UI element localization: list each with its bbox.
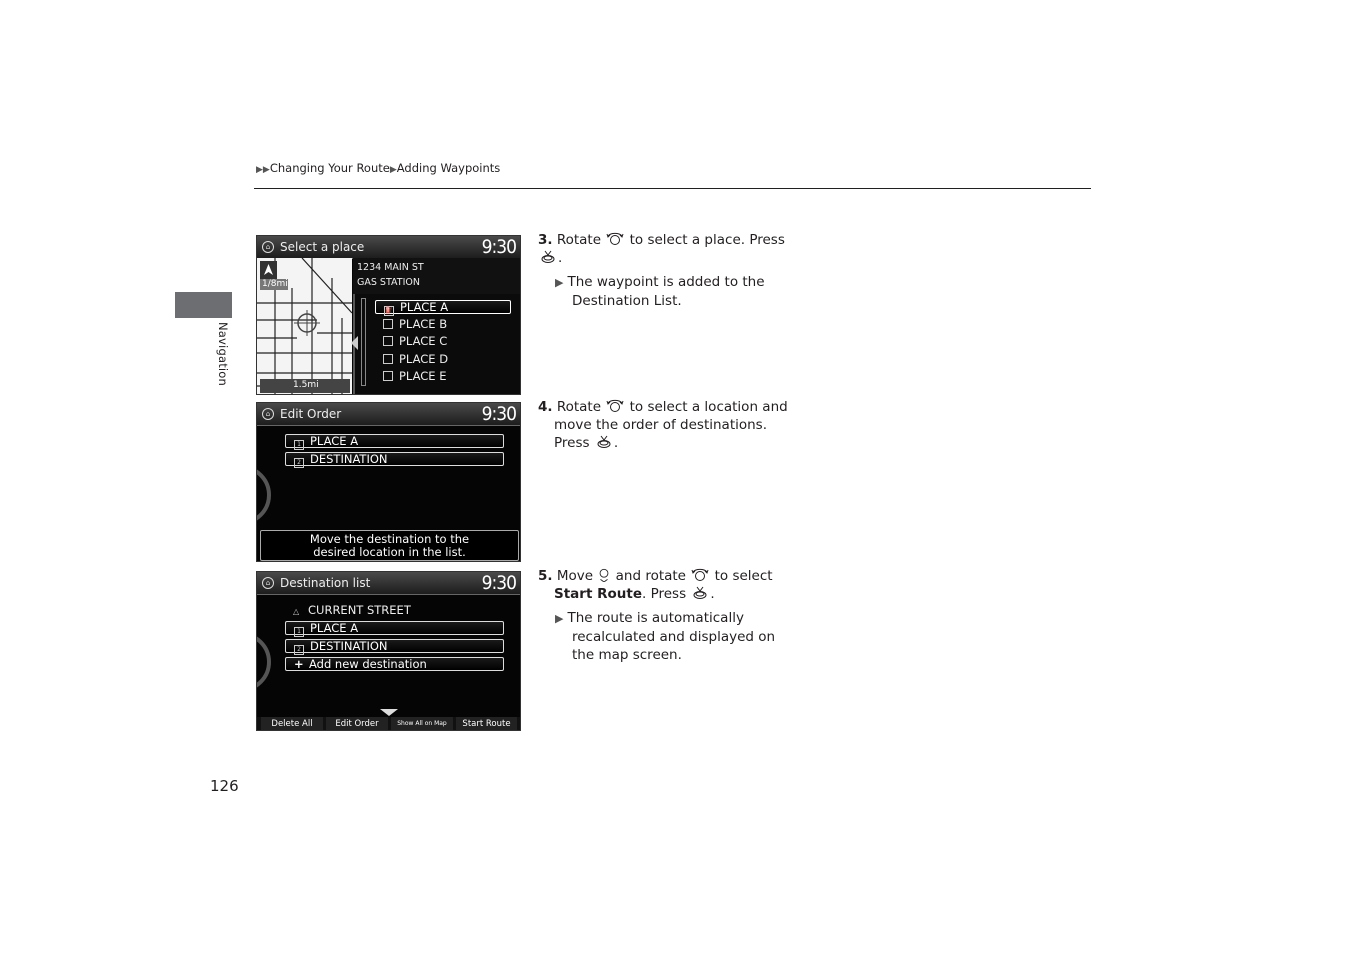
list-scrollbar[interactable] <box>361 298 366 386</box>
screen-title: Select a place <box>280 240 365 254</box>
list-item-place-d[interactable]: PLACE D <box>375 353 509 365</box>
edit-order-button[interactable]: Edit Order <box>326 717 388 731</box>
result-line: The route is automatically <box>567 610 744 626</box>
screen-edit-order <box>256 402 521 562</box>
section-tab <box>175 292 232 318</box>
message-line2: desired location in the list. <box>313 545 466 559</box>
result-arrow-icon: ▶ <box>555 276 564 289</box>
result-arrow-icon: ▶ <box>555 612 564 625</box>
move-joystick-icon <box>597 568 611 582</box>
list-item-place-e[interactable]: PLACE E <box>375 370 509 382</box>
section-label: Navigation <box>216 322 230 387</box>
screen-header <box>257 403 520 426</box>
waypoint-flag-icon: 1 <box>294 440 304 450</box>
breadcrumb <box>256 161 500 175</box>
step-text: Move <box>556 568 594 584</box>
address-line2: GAS STATION <box>357 277 420 288</box>
fuel-pump-icon <box>383 336 393 346</box>
screen-clock: 9:30 <box>481 403 516 425</box>
step-3: 3. Rotate to select a place. Press . <box>538 232 785 266</box>
map-view <box>257 258 352 395</box>
step-text: Press <box>554 435 590 451</box>
step-text: Rotate <box>556 399 602 415</box>
press-button-icon <box>690 586 710 600</box>
knob-graphic <box>256 465 271 525</box>
step-text: to select a location and <box>629 399 788 415</box>
show-all-on-map-button[interactable]: Show All on Map <box>391 717 453 731</box>
step-4: 4. Rotate to select a location and move the order of destinations. Press . <box>538 399 788 451</box>
list-item-destination[interactable]: 2 DESTINATION <box>285 452 504 466</box>
instruction-message <box>260 530 519 561</box>
breadcrumb-arrow-icon: ▶▶ <box>256 165 270 175</box>
rotate-dial-icon <box>605 232 625 246</box>
step-text: to select <box>714 568 773 584</box>
rotate-dial-icon <box>605 399 625 413</box>
step-number: 3. <box>538 232 553 248</box>
plus-icon: + <box>294 657 304 671</box>
page-number: 126 <box>210 777 239 795</box>
step-number: 5. <box>538 568 553 584</box>
scroll-down-icon[interactable] <box>380 709 398 716</box>
address-line1: 1234 MAIN ST <box>357 262 424 273</box>
home-icon: ⌂ <box>262 241 274 253</box>
step-text: Rotate <box>556 232 602 248</box>
screen-title: Edit Order <box>280 407 342 421</box>
start-route-button[interactable]: Start Route <box>456 717 517 731</box>
destination-flag-icon: 2 <box>294 645 304 655</box>
step-text: and rotate <box>615 568 686 584</box>
knob-graphic <box>256 632 271 692</box>
place-list <box>353 294 521 394</box>
result-line: The waypoint is added to the <box>567 274 765 290</box>
fuel-pump-icon <box>383 319 393 329</box>
scroll-left-icon[interactable] <box>351 336 358 350</box>
current-street-row: △ CURRENT STREET <box>293 603 411 617</box>
result-line: Destination List. <box>572 293 682 309</box>
step-5: 5. Move and rotate to select Start Route. Press . <box>538 568 773 602</box>
add-new-destination-button[interactable]: + Add new destination <box>285 657 504 671</box>
message-line1: Move the destination to the <box>309 532 470 546</box>
step-text: to select a place. Press <box>629 232 785 248</box>
step-bold-text: Start Route <box>554 586 642 602</box>
step-text: . Press <box>642 586 687 602</box>
north-arrow-icon <box>260 261 277 279</box>
home-icon: ⌂ <box>262 408 274 420</box>
breadcrumb-part2: Adding Waypoints <box>396 161 501 175</box>
address-panel <box>353 258 521 294</box>
screen-header <box>257 572 520 595</box>
screen-clock: 9:30 <box>481 236 516 258</box>
home-icon: ⌂ <box>262 577 274 589</box>
list-item-place-b[interactable]: PLACE B <box>375 318 509 330</box>
result-line: recalculated and displayed on <box>572 629 776 645</box>
screen-select-place <box>256 235 521 395</box>
waypoint-flag-icon: 1 <box>294 627 304 637</box>
screen-clock: 9:30 <box>481 572 516 594</box>
screen-title: Destination list <box>280 576 371 590</box>
list-item-place-c[interactable]: PLACE C <box>375 335 509 347</box>
step-5-result <box>555 609 775 664</box>
breadcrumb-part1: Changing Your Route <box>269 161 390 175</box>
map-scale-top: 1/8mi <box>262 279 288 289</box>
press-button-icon <box>594 435 614 449</box>
step-text: move the order of destinations. <box>554 417 768 433</box>
list-item-destination[interactable]: 2 DESTINATION <box>285 639 504 653</box>
fuel-pump-icon: ⛽ <box>385 307 393 314</box>
header-rule <box>254 188 1091 189</box>
delete-all-button[interactable]: Delete All <box>261 717 323 731</box>
press-button-icon <box>538 250 558 264</box>
list-item-place-a[interactable]: 1 PLACE A <box>285 434 504 448</box>
list-item-place-a[interactable]: ⛽ PLACE A <box>375 300 511 314</box>
step-3-result <box>555 273 765 310</box>
list-item-place-a[interactable]: 1 PLACE A <box>285 621 504 635</box>
step-number: 4. <box>538 399 553 415</box>
destination-flag-icon: 2 <box>294 458 304 468</box>
result-line: the map screen. <box>572 647 682 663</box>
screen-header <box>257 236 520 259</box>
screen-destination-list <box>256 571 521 731</box>
map-scale-bottom: 1.5mi <box>293 380 319 390</box>
bottom-button-bar <box>257 717 520 731</box>
fuel-pump-icon <box>383 354 393 364</box>
current-position-icon: △ <box>293 607 300 616</box>
breadcrumb-arrow-icon: ▶ <box>389 165 397 175</box>
rotate-dial-icon <box>690 568 710 582</box>
fuel-pump-icon <box>383 371 393 381</box>
